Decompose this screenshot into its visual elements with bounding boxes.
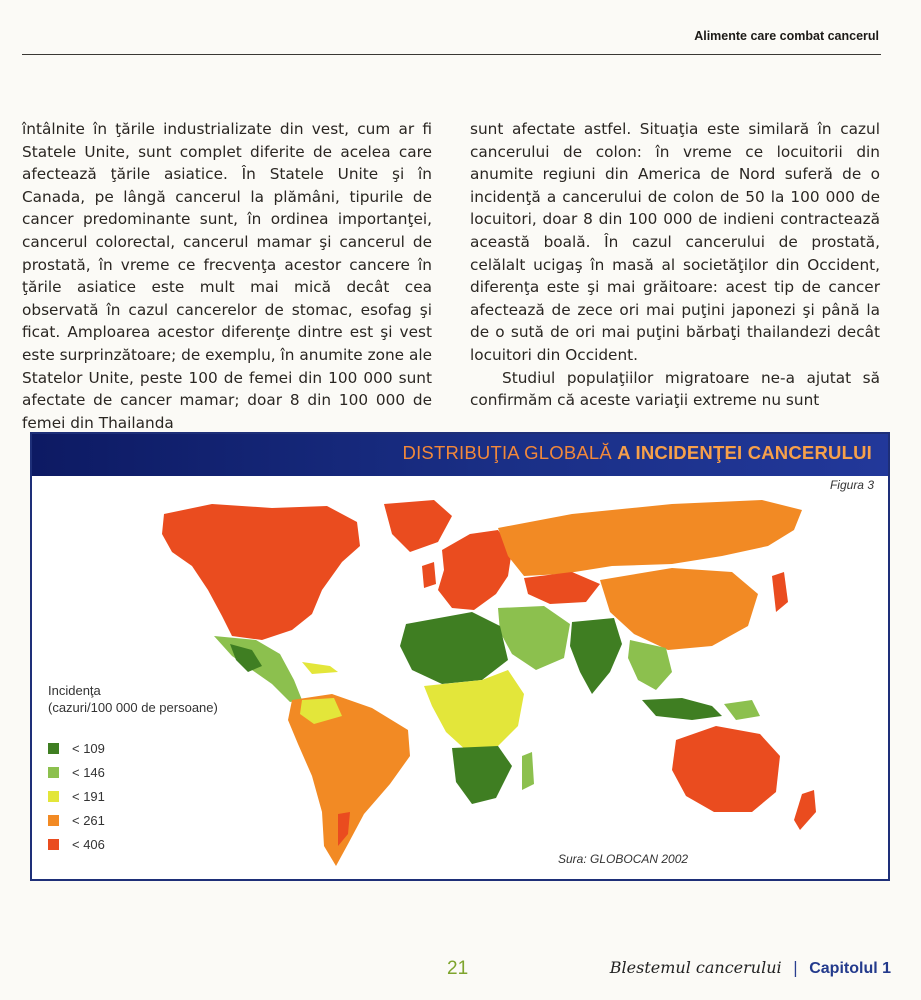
legend-items — [48, 736, 248, 856]
map-india — [570, 618, 622, 694]
map-caribbean — [302, 662, 338, 674]
legend-item — [48, 808, 248, 832]
source-value: GLOBOCAN 2002 — [590, 852, 689, 866]
paragraph-left: întâlnite în ţările industrializate din vest, cum ar fi Statele Unite, sunt complet diferite de acelea care afectează ţările asiatice. În Statele Unite şi în Canada, pe lângă cancerul la plămâni, tipurile de cancer predominante sunt, în ordinea importanţei, cancerul colorectal, cancerul mamar şi cancerul de prostată, în vreme ce frecvenţa acestor cancere în ţările asiatice este mult mai mică decât cea observată în cazul cancerelor de stomac, esofag şi ficat. Amploarea acestor diferenţe dintre est şi vest este surprinzătoare; de exemplu, în anumite zone ale Statelor Unite, peste 100 de femei din 100 000 sunt afectate de cancer mamar; doar 8 din 100 000 de femei din Thailanda — [22, 120, 432, 432]
legend-item — [48, 832, 248, 856]
running-header-title: Alimente care combat cancerul — [694, 29, 879, 43]
legend-swatch — [48, 815, 59, 826]
map-legend — [48, 682, 248, 856]
footer-book-info — [610, 958, 891, 978]
legend-swatch — [48, 743, 59, 754]
figure-title-banner — [32, 434, 888, 476]
map-middle-east — [498, 606, 570, 670]
paragraph-right-2: Studiul populaţiilor migratoare ne-a ajutat să confirmăm că aceste variaţii extreme nu sunt — [470, 368, 880, 410]
legend-label: < 109 — [72, 740, 105, 756]
legend-item — [48, 784, 248, 808]
footer-separator: | — [792, 958, 799, 977]
map-new-guinea — [724, 700, 760, 720]
map-south-america — [288, 694, 410, 866]
legend-title-1: Incidenţa — [48, 683, 101, 698]
map-russia — [498, 500, 802, 576]
paragraph-right-1: sunt afectate astfel. Situaţia este similară în cazul cancerului de colon: în vreme ce locuitorii din anumite regiuni din America de Nord suferă de o incidenţă a cancerului de colon de 50 la 100 000 de locuitori, doar 8 din 100 000 de indieni contractează această boală. În cazul cancerului de prostată, celălalt ucigaş în masă al societăţilor din Occident, diferenţa este şi mai grăitoare: acest tip de cancer afectează de zece ori mai puţini japonezi şi până la de o sută de ori mai puţini bărbaţi thailandezi decât locuitori din Occident. — [470, 120, 880, 364]
legend-swatch — [48, 791, 59, 802]
map-australia — [672, 726, 780, 812]
legend-swatch — [48, 767, 59, 778]
legend-label: < 261 — [72, 812, 105, 828]
legend-label: < 146 — [72, 764, 105, 780]
source-label: Sura: — [558, 852, 587, 866]
figure-title-part2: A INCIDENŢEI CANCERULUI — [617, 442, 872, 463]
legend-item — [48, 760, 248, 784]
footer-chapter: Capitolul 1 — [809, 960, 891, 977]
footer-book-title: Blestemul cancerului — [609, 958, 782, 977]
text-column-left — [22, 118, 432, 434]
map-north-america — [162, 504, 360, 640]
legend-title-2: (cazuri/100 000 de persoane) — [48, 700, 218, 715]
map-greenland — [384, 500, 452, 552]
figure-title — [403, 442, 872, 464]
map-indonesia — [642, 698, 722, 720]
map-uk — [422, 562, 436, 588]
figure-title-part1: DISTRIBUŢIA GLOBALĂ — [402, 442, 612, 463]
text-column-right — [470, 118, 880, 412]
page-number: 21 — [447, 958, 469, 979]
map-new-zealand — [794, 790, 816, 830]
map-japan — [772, 572, 788, 612]
legend-swatch — [48, 839, 59, 850]
map-central-asia — [524, 572, 600, 604]
figure-number: Figura 3 — [829, 478, 874, 492]
map-europe — [438, 530, 512, 610]
world-map — [152, 494, 882, 874]
map-north-africa — [400, 612, 508, 684]
header-rule — [22, 54, 881, 55]
legend-item — [48, 736, 248, 760]
map-china — [600, 568, 758, 650]
legend-label: < 406 — [72, 836, 105, 852]
legend-label: < 191 — [72, 788, 105, 804]
cancer-incidence-figure — [30, 432, 890, 881]
map-madagascar — [522, 752, 534, 790]
figure-source — [558, 852, 688, 866]
map-southern-africa — [452, 746, 512, 804]
